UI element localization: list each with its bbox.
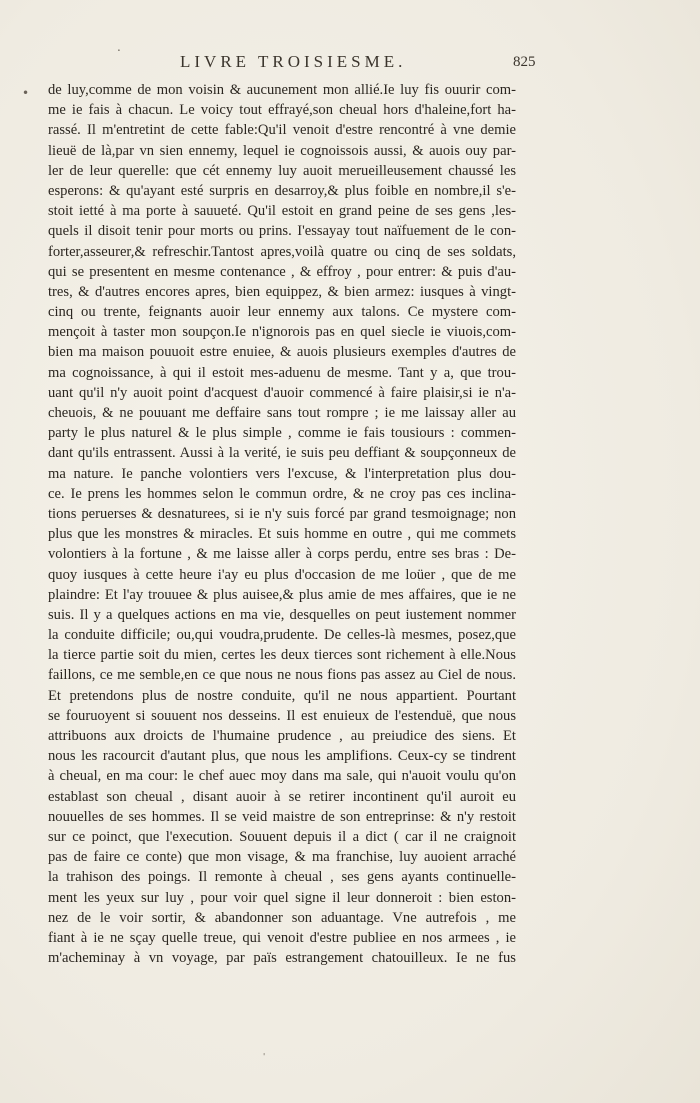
text-line: suis. Il y a quelques actions en ma vie, desquelles on peut iustement nommer [48, 606, 516, 623]
text-line: qui se presentent en mesme contenance , & effroy , pour entrer: & puis d'au- [48, 263, 516, 280]
text-line: ce. Ie prens les hommes selon le commun ordre, & ne croy pas ces inclina- [48, 485, 516, 502]
running-head: LIVRE TROISIESME. [180, 52, 407, 71]
text-line: nous les racourcit d'autant plus, que nous les amplifions. Ceux-cy se tindrent [48, 748, 516, 765]
text-line: establast son cheual , disant auoir à se retirer incontinent qu'il auroit eu [48, 788, 516, 805]
text-line: la trahison des poings. Il remonte à cheual , ses gens ayants continuelle- [48, 869, 516, 886]
ink-mark-bottom: ' [263, 1052, 266, 1061]
text-line: quoy iusques à cette heure i'ay eu plus d'occasion de me loüer , que de me [48, 566, 516, 583]
ink-mark-left: • [22, 86, 30, 100]
text-line: party le plus naturel & le plus simple , comme ie fais tousiours : commen- [48, 425, 516, 442]
page-header [48, 52, 536, 76]
text-line: nez de le voir sortir, & abandonner son aduantage. Vne autrefois , me [48, 909, 516, 926]
text-line: cinq ou trente, feignants auoir leur ennemy aux talons. Ce mystere com- [48, 304, 516, 321]
text-line: ma nature. Ie panche volontiers vers l'excuse, & l'interpretation plus dou- [48, 465, 516, 482]
text-line: dant qu'ils entrassent. Aussi à la verité, ie suis peu deffiant & soupçonneux de [48, 445, 516, 462]
text-line: bien ma maison pouuoit estre enuiee, & auois plusieurs exemples d'autres de [48, 344, 516, 361]
text-line [48, 968, 516, 988]
text-line: plaindre: Et l'ay trouuee & plus auisee,& plus amie de mes affaires, que ie ne [48, 586, 516, 603]
text-line: fiant à ie ne sçay quelle treue, qui venoit d'estre publiee en nos armees , ie [48, 929, 516, 946]
text-line: tions peruerses & desnaturees, si ie n'y suis forcé par grand tesmoignage; non [48, 505, 516, 522]
text-line: quels il disoit tenir pour morts ou prins. I'essayay tout naïfuement de le con- [48, 223, 516, 240]
body-text [48, 80, 516, 988]
text-line: volontiers à la fortune , & me laisse aller à corps perdu, entre ses bras : De- [48, 546, 516, 563]
text-line: sur ce poinct, que l'execution. Souuent depuis il a dict ( car il ne craignoit [48, 828, 516, 845]
text-line: se fouruoyent si souuent nos desseins. Il est enuieux de l'estenduë, que nous [48, 707, 516, 724]
text-line: forter,asseurer,& refreschir.Tantost apres,voilà quatre ou cinq de ses soldats, [48, 243, 516, 260]
page-number: 825 [513, 54, 536, 70]
text-line: esperons: & qu'ayant esté surpris en desarroy,& plus foible en nombre,il s'e- [48, 182, 516, 199]
text-line: stoit ietté à ma porte à sauueté. Qu'il estoit en grand peine de ses gens ,les- [48, 203, 516, 220]
text-line: pas de faire ce conte) que mon visage, & ma franchise, luy auoient arraché [48, 849, 516, 866]
text-line: attribuons aux droicts de l'humaine prudence , au preiudice des siens. Et [48, 728, 516, 744]
text-line: à cheual, en ma cour: le chef auec moy dans ma sale, qui n'auoit voulu qu'on [48, 768, 516, 785]
text-line: Et pretendons plus de nostre conduite, qu'il ne nous appartient. Pourtant [48, 687, 516, 704]
text-line: cheuois, & ne pouuant me deffaire sans tout rompre ; ie me laissay aller au [48, 405, 516, 421]
text-line: rassé. Il m'entretint de cette fable:Qu'il venoit d'estre rencontré à vne demie [48, 122, 516, 139]
text-line: ler de leur querelle: que cét ennemy luy auoit merueilleusement chaussé les [48, 162, 516, 179]
text-line: m'acheminay à vn voyage, par païs estrangement chatouilleux. Ie ne fus [48, 950, 516, 967]
text-line: ment les yeux sur luy , pour voir quel signe il leur donneroit : bien eston- [48, 889, 516, 906]
text-line: de luy,comme de mon voisin & aucunement mon allié.Ie luy fis ouurir com- [48, 82, 516, 98]
text-line: me ie fais à chacun. Le voicy tout effrayé,son cheual hors d'haleine,fort ha- [48, 102, 516, 119]
text-line: la tierce partie soit du mien, certes les deux tierces sont richement à elle.Nous [48, 647, 516, 664]
text-line: tres, & d'autres encores apres, bien equippez, & bien armez: iusques à vingt- [48, 283, 516, 300]
text-line: lieuë de là,par vn sien ennemy, lequel ie cognoissois aussi, & auois ouy par- [48, 142, 516, 159]
text-line: mençoit à taster mon soupçon.Ie n'ignorois pas en quel siecle ie viuois,com- [48, 324, 516, 341]
text-line: faillons, ce me semble,en ce que nous ne nous fions pas assez au Ciel de nous. [48, 667, 516, 684]
text-line: uant qu'il n'y auoit point d'acquest d'auoir commencé à faire plaisir,si ie n'a- [48, 384, 516, 401]
text-line: ma cognoissance, à qui il estoit mes-aduenu de mesme. Tant y a, que trou- [48, 364, 516, 381]
text-line: nouuelles de ses hommes. Il se veid maistre de son entreprinse: & n'y restoit [48, 808, 516, 825]
ink-mark-top: . [117, 40, 121, 54]
text-line: plus que les monstres & miracles. Et suis homme en outre , qui me commets [48, 526, 516, 543]
text-line: la conduite difficile; ou,qui voudra,prudente. De celles-là mesmes, posez,que [48, 627, 516, 644]
